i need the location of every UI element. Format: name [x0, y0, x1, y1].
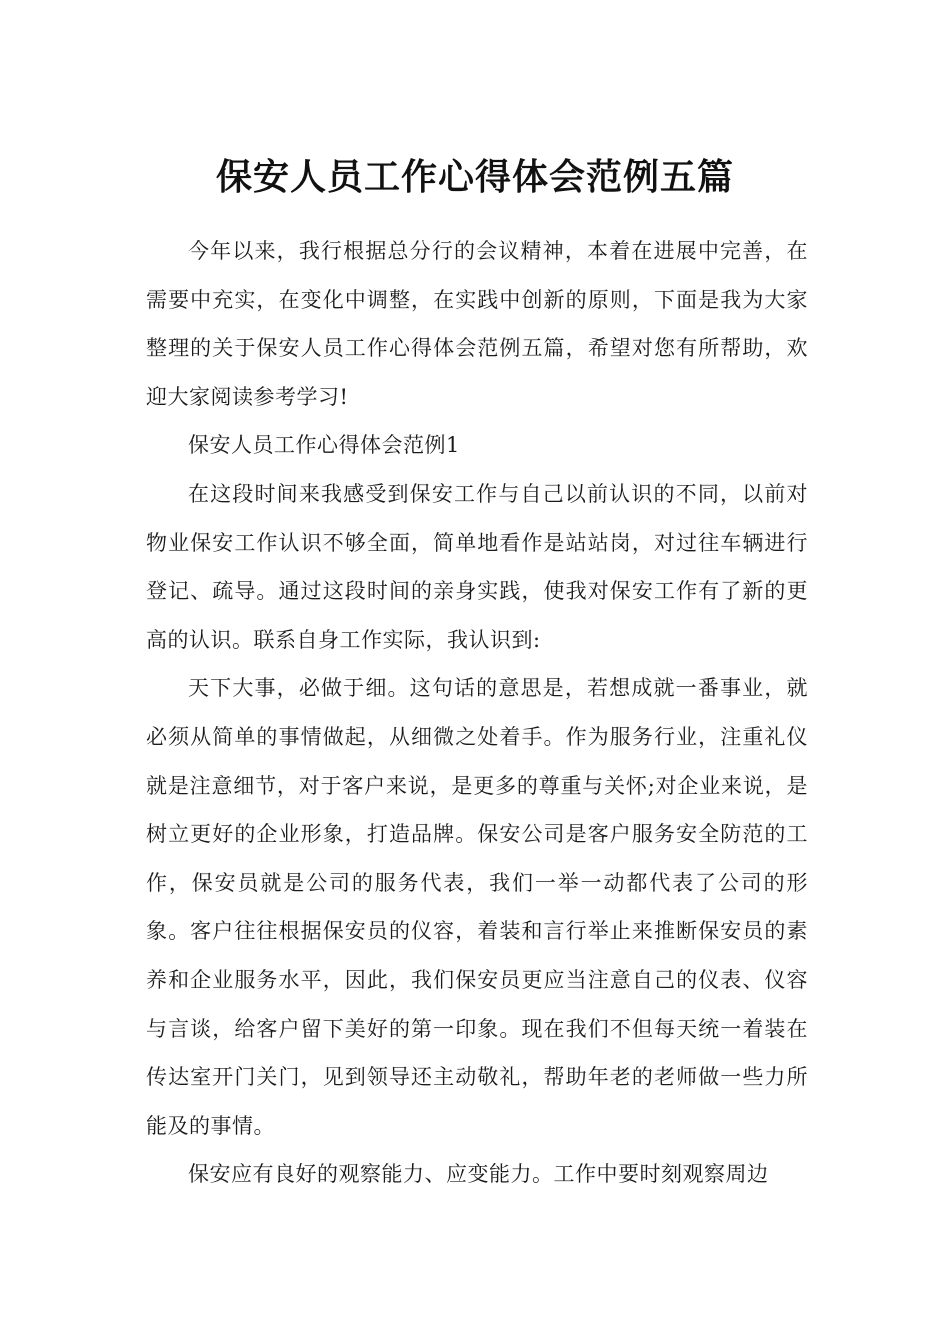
paragraph-1: 在这段时间来我感受到保安工作与自己以前认识的不同，以前对物业保安工作认识不够全面，简单地看作是站站岗，对过往车辆进行登记、疏导。通过这段时间的亲身实践，使我对保安工作有了新的更高的认识。联系自身工作实际，我认识到:: [146, 481, 808, 652]
document-body: [146, 227, 808, 1199]
paragraph-2: 天下大事，必做于细。这句话的意思是，若想成就一番事业，就必须从简单的事情做起，从细微之处着手。作为服务行业，注重礼仪就是注意细节，对于客户来说，是更多的尊重与关怀;对企业来说，是树立更好的企业形象，打造品牌。保安公司是客户服务安全防范的工作，保安员就是公司的服务代表，我们一举一动都代表了公司的形象。客户往往根据保安员的仪容，着装和言行举止来推断保安员的素养和企业服务水平，因此，我们保安员更应当注意自己的仪表、仪容与言谈，给客户留下美好的第一印象。现在我们不但每天统一着装在传达室开门关门，见到领导还主动敬礼，帮助年老的老师做一些力所能及的事情。: [146, 676, 808, 1138]
section-heading-1: 保安人员工作心得体会范例1: [188, 433, 460, 458]
paragraph-3: 保安应有良好的观察能力、应变能力。工作中要时刻观察周边: [188, 1162, 769, 1187]
document-title: 保安人员工作心得体会范例五篇: [215, 157, 734, 199]
paragraph-intro: 今年以来，我行根据总分行的会议精神，本着在进展中完善，在需要中充实，在变化中调整，在实践中创新的原则，下面是我为大家整理的关于保安人员工作心得体会范例五篇，希望对您有所帮助，欢迎大家阅读参考学习!: [146, 239, 808, 409]
